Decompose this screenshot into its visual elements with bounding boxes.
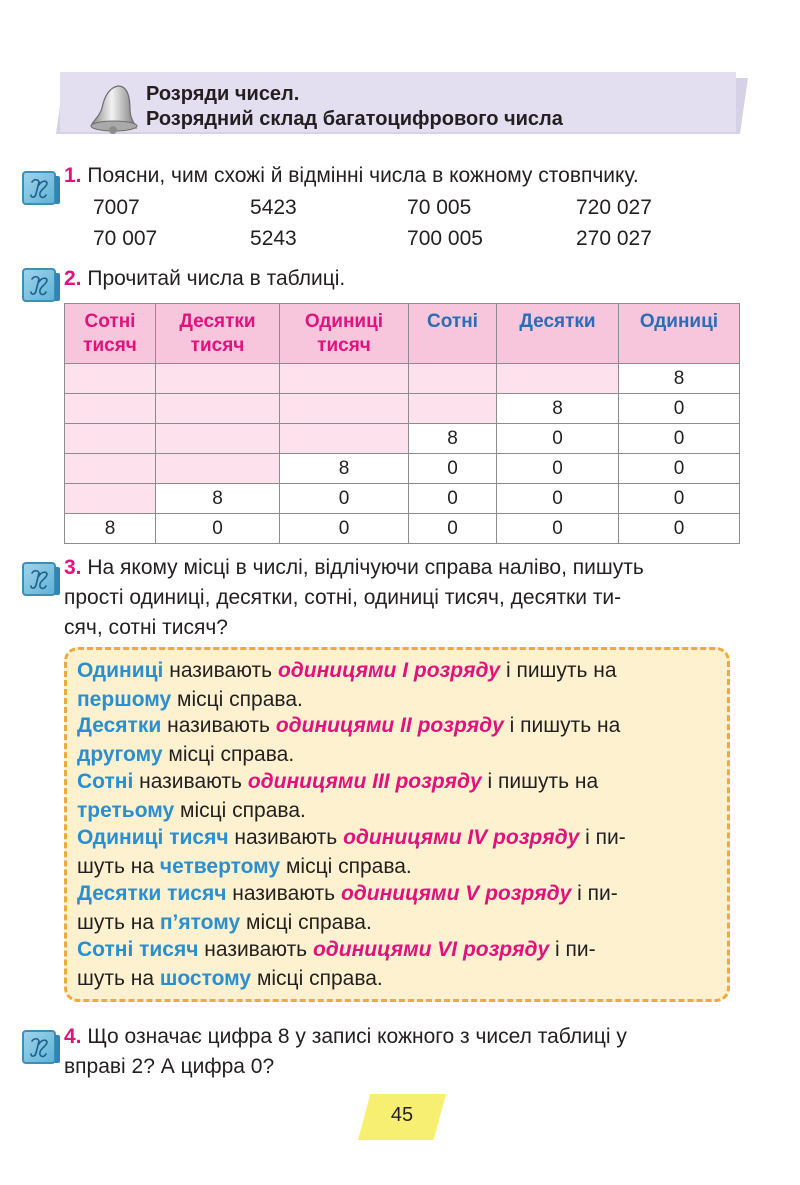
rule-mid: і пи- [555, 938, 596, 961]
rule-item [77, 767, 723, 825]
table-cell [65, 394, 156, 424]
rule-item [77, 711, 723, 769]
table-cell: 8 [497, 394, 619, 424]
task-marker-icon [22, 268, 56, 302]
numbers-row-1 [93, 192, 733, 223]
table-cell [65, 364, 156, 394]
exercise-3-line-1 [64, 553, 734, 583]
task-marker-icon [22, 1030, 56, 1064]
table-cell: 0 [280, 514, 409, 544]
task-marker-icon [22, 562, 56, 596]
table-cell: 0 [156, 514, 280, 544]
rule-name: Одиниці тисяч [77, 826, 229, 849]
table-cell [156, 364, 280, 394]
column-header: Сотні [409, 304, 497, 364]
column-header: Одиниці [619, 304, 740, 364]
rule-place: другому [77, 743, 163, 766]
table-row [65, 394, 740, 424]
rule-end: місці справа. [177, 688, 303, 711]
title-line-1: Розряди чисел. [146, 83, 300, 105]
table-cell: 0 [497, 424, 619, 454]
rule-place: першому [77, 688, 172, 711]
column-header: Десятки тисяч [156, 304, 280, 364]
number-cell: 700 005 [407, 227, 483, 250]
exercise-3-text [64, 553, 734, 643]
task-marker-icon [22, 171, 56, 205]
exercise-4-line-1 [64, 1022, 734, 1052]
exercise-4-line-1-text: Що означає цифра 8 у записі кожного з чисел таблиці у [87, 1025, 627, 1048]
rule-place: п’ятому [159, 911, 241, 934]
table-cell: 0 [619, 514, 740, 544]
rule-place: четвертому [159, 855, 281, 878]
bell-icon [88, 82, 144, 134]
column-header: Десятки [497, 304, 619, 364]
table-cell: 0 [409, 484, 497, 514]
table-cell [280, 424, 409, 454]
table-row [65, 484, 740, 514]
rule-place: третьому [77, 799, 175, 822]
number-cell: 70 005 [407, 196, 472, 219]
rule-mid-2: шуть на [77, 911, 155, 934]
table-cell: 0 [497, 454, 619, 484]
rule-term: одиницями V розряду [340, 882, 572, 905]
table-cell: 0 [619, 454, 740, 484]
numbers-row-2 [93, 223, 733, 254]
table-cell [280, 364, 409, 394]
rule-place: шостому [159, 967, 252, 990]
table-cell: 0 [409, 514, 497, 544]
table-cell: 0 [280, 484, 409, 514]
rule-mid-2: шуть на [77, 967, 155, 990]
rule-verb: називають [167, 714, 270, 737]
title-line-2: Розрядний склад багатоцифрового числа [146, 108, 563, 130]
table-cell [156, 454, 280, 484]
table-cell [409, 364, 497, 394]
place-value-table [64, 303, 740, 544]
rule-end: місці справа. [180, 799, 306, 822]
rule-verb: називають [234, 826, 338, 849]
rule-end: місці справа. [246, 911, 372, 934]
table-cell: 8 [619, 364, 740, 394]
rule-term: одиницями II розряду [275, 714, 504, 737]
table-cell: 0 [409, 454, 497, 484]
rule-verb: називають [169, 659, 273, 682]
number-cell: 5243 [250, 227, 297, 250]
table-cell [156, 394, 280, 424]
table-cell: 8 [280, 454, 409, 484]
table-row [65, 454, 740, 484]
rule-end: місці справа. [256, 967, 383, 990]
number-cell: 5423 [250, 196, 297, 219]
table-cell [409, 394, 497, 424]
rule-name: Десятки тисяч [77, 882, 227, 905]
rule-name: Сотні [77, 770, 134, 793]
rule-term: одиницями VI розряду [312, 938, 550, 961]
rule-end: місці справа. [285, 855, 412, 878]
number-cell: 70 007 [93, 227, 158, 250]
exercise-3-line-1-text: На якому місці в числі, відлічуючи справа наліво, пишуть [87, 556, 644, 579]
exercise-3-number: 3. [64, 556, 82, 579]
table-cell: 0 [497, 514, 619, 544]
rule-mid: і пи- [577, 882, 618, 905]
table-row [65, 514, 740, 544]
rule-verb: називають [204, 938, 308, 961]
rule-term: одиницями III розряду [247, 770, 482, 793]
column-header: Одиниці тисяч [280, 304, 409, 364]
table-cell: 8 [409, 424, 497, 454]
exercise-2-question: Прочитай числа в таблиці. [87, 267, 346, 290]
exercise-1-numbers [93, 192, 733, 254]
column-header: Сотні тисяч [65, 304, 156, 364]
number-cell: 270 027 [575, 227, 652, 250]
page-number-badge [358, 1094, 446, 1140]
table-cell [65, 454, 156, 484]
exercise-4-number: 4. [64, 1025, 82, 1048]
table-row [65, 364, 740, 394]
table-cell: 0 [497, 484, 619, 514]
rule-mid: і пишуть на [505, 659, 617, 682]
exercise-1-question: Поясни, чим схожі й відмінні числа в кожному стовпчику. [87, 164, 639, 187]
rule-verb: називають [232, 882, 336, 905]
table-header-row [65, 304, 740, 364]
rule-mid: і пишуть на [509, 714, 621, 737]
exercise-4-line-2: вправі 2? А цифра 0? [64, 1055, 275, 1078]
rule-item [77, 879, 723, 937]
number-cell: 720 027 [575, 196, 652, 219]
rule-item [77, 935, 723, 993]
rule-mid-2: шуть на [77, 855, 155, 878]
exercise-1-number: 1. [64, 164, 82, 187]
table-row [65, 424, 740, 454]
rule-end: місці справа. [168, 743, 295, 766]
rule-name: Сотні тисяч [77, 938, 199, 961]
table-cell: 8 [156, 484, 280, 514]
rule-mid: і пишуть на [487, 770, 599, 793]
rule-term: одиницями IV розряду [343, 826, 580, 849]
exercise-3-line-2: прості одиниці, десятки, сотні, одиниці тисяч, десятки ти- [64, 586, 622, 609]
rule-name: Десятки [77, 714, 162, 737]
table-cell: 0 [619, 484, 740, 514]
table-cell: 0 [619, 394, 740, 424]
rule-verb: називають [139, 770, 242, 793]
exercise-2-number: 2. [64, 267, 82, 290]
exercise-2-text [64, 264, 345, 294]
number-cell: 7007 [93, 196, 140, 219]
table-cell [156, 424, 280, 454]
table-cell [65, 424, 156, 454]
exercise-4-text [64, 1022, 734, 1082]
table-cell [497, 364, 619, 394]
rule-term: одиницями I розряду [277, 659, 501, 682]
table-cell [65, 484, 156, 514]
exercise-1-text [64, 161, 639, 191]
rule-name: Одиниці [77, 659, 164, 682]
page-number: 45 [390, 1104, 414, 1126]
page-title [146, 82, 563, 132]
exercise-3-line-3: сяч, сотні тисяч? [64, 616, 228, 639]
rule-item [77, 656, 723, 714]
rule-mid: і пи- [585, 826, 626, 849]
table-cell [280, 394, 409, 424]
table-cell: 0 [619, 424, 740, 454]
rule-item [77, 823, 723, 881]
table-cell: 8 [65, 514, 156, 544]
